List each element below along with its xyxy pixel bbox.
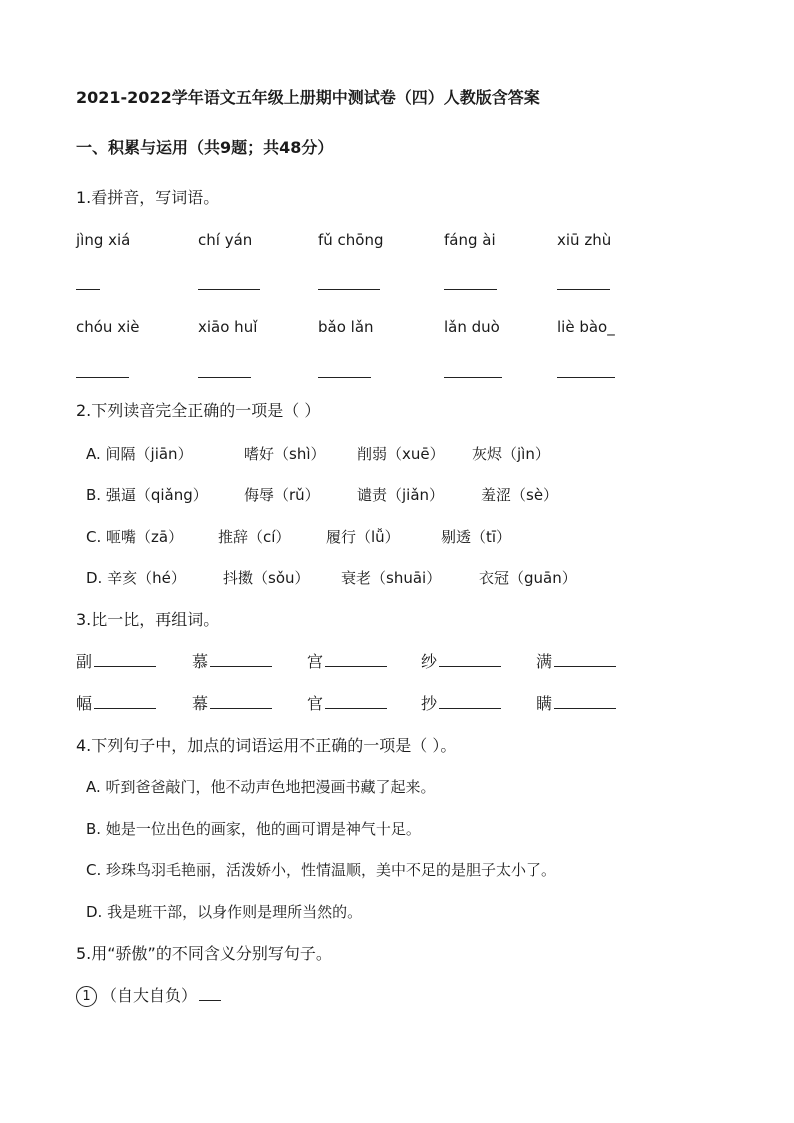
question-2-prompt: 2.下列读音完全正确的一项是（ ） [76, 401, 321, 420]
item-hint: （自大自负） [101, 986, 198, 1005]
pinyin-10: liè bào_ [557, 318, 615, 336]
answer-blank[interactable] [198, 289, 260, 290]
word-pair[interactable] [192, 694, 272, 714]
option-word: 羞涩（sè） [481, 486, 559, 504]
pinyin-4: fáng ài [444, 231, 496, 249]
answer-blank[interactable] [439, 652, 501, 667]
character: 抄 [421, 694, 438, 713]
question-1-prompt: 1.看拼音，写词语。 [76, 188, 220, 207]
answer-blank[interactable] [325, 694, 387, 709]
question-5-prompt: 5.用“骄傲”的不同含义分别写句子。 [76, 944, 332, 963]
option-word: 谴责（jiǎn） [357, 486, 445, 504]
character: 幕 [192, 694, 209, 713]
answer-blank[interactable] [318, 377, 371, 378]
option-b[interactable]: B. 她是一位出色的画家，他的画可谓是神气十足。 [86, 820, 421, 838]
option-word: 衰老（shuāi） [341, 569, 442, 587]
option-word: A. 间隔（jiān） [86, 445, 193, 463]
answer-blank[interactable] [318, 289, 380, 290]
option-word: 削弱（xuē） [357, 445, 445, 463]
pinyin-9: lǎn duò [444, 318, 500, 336]
option-word: 侮辱（rǔ） [244, 486, 320, 504]
option-word: 抖擞（sǒu） [223, 569, 310, 587]
answer-blank[interactable] [439, 694, 501, 709]
pinyin-5: xiū zhù [557, 231, 612, 249]
character: 慕 [192, 652, 209, 671]
option-a[interactable]: A. 听到爸爸敲门，他不动声色地把漫画书藏了起来。 [86, 778, 436, 796]
option-word: 推辞（cí） [218, 528, 291, 546]
option-word: C. 咂嘴（zā） [86, 528, 184, 546]
document-title: 2021-2022学年语文五年级上册期中测试卷（四）人教版含答案 [76, 88, 540, 107]
answer-blank[interactable] [76, 289, 100, 290]
option-c[interactable] [86, 527, 511, 547]
pinyin-1: jìng xiá [76, 231, 131, 249]
pinyin-6: chóu xiè [76, 318, 140, 336]
option-word: 灰烬（jìn） [472, 445, 550, 463]
character: 纱 [421, 652, 438, 671]
character: 幅 [76, 694, 93, 713]
answer-blank[interactable] [444, 289, 497, 290]
option-word: D. 辛亥（hé） [86, 569, 186, 587]
pinyin-3: fǔ chōng [318, 231, 384, 249]
answer-blank[interactable] [210, 652, 272, 667]
answer-blank[interactable] [76, 377, 129, 378]
option-d[interactable] [86, 568, 577, 588]
word-pair[interactable] [192, 652, 272, 672]
answer-blank[interactable] [554, 694, 616, 709]
answer-item-1[interactable] [76, 986, 221, 1007]
answer-blank[interactable] [94, 652, 156, 667]
word-pair[interactable] [421, 694, 501, 714]
answer-blank[interactable] [557, 377, 615, 378]
character: 瞒 [536, 694, 553, 713]
answer-blank[interactable] [210, 694, 272, 709]
word-pair[interactable] [536, 652, 616, 672]
answer-blank[interactable] [554, 652, 616, 667]
option-a[interactable] [86, 444, 550, 464]
character: 满 [536, 652, 553, 671]
question-4-prompt: 4.下列句子中，加点的词语运用不正确的一项是（ ）。 [76, 736, 457, 755]
word-pair[interactable] [76, 652, 156, 672]
answer-blank[interactable] [198, 377, 251, 378]
word-pair[interactable] [76, 694, 156, 714]
answer-blank[interactable] [199, 986, 221, 1001]
word-pair[interactable] [421, 652, 501, 672]
option-word: 衣冠（guān） [479, 569, 577, 587]
option-word: 嗜好（shì） [244, 445, 326, 463]
answer-blank[interactable] [94, 694, 156, 709]
answer-blank[interactable] [557, 289, 610, 290]
option-word: B. 强逼（qiǎng） [86, 486, 208, 504]
pinyin-8: bǎo lǎn [318, 318, 374, 336]
option-d[interactable]: D. 我是班干部，以身作则是理所当然的。 [86, 903, 363, 921]
character: 官 [307, 694, 324, 713]
pinyin-7: xiāo huǐ [198, 318, 258, 336]
pinyin-2: chí yán [198, 231, 253, 249]
word-pair[interactable] [307, 652, 387, 672]
answer-blank[interactable] [444, 377, 502, 378]
option-word: 剔透（tī） [441, 528, 512, 546]
option-word: 履行（lǚ） [326, 528, 400, 546]
section-heading: 一、积累与运用（共9题；共48分） [76, 138, 334, 157]
character: 副 [76, 652, 93, 671]
circled-number: 1 [76, 986, 97, 1007]
word-pair[interactable] [536, 694, 616, 714]
answer-blank[interactable] [325, 652, 387, 667]
option-b[interactable] [86, 485, 558, 505]
option-c[interactable]: C. 珍珠鸟羽毛艳丽，活泼娇小，性情温顺，美中不足的是胆子太小了。 [86, 861, 557, 879]
word-pair[interactable] [307, 694, 387, 714]
question-3-prompt: 3.比一比，再组词。 [76, 610, 220, 629]
character: 宫 [307, 652, 324, 671]
